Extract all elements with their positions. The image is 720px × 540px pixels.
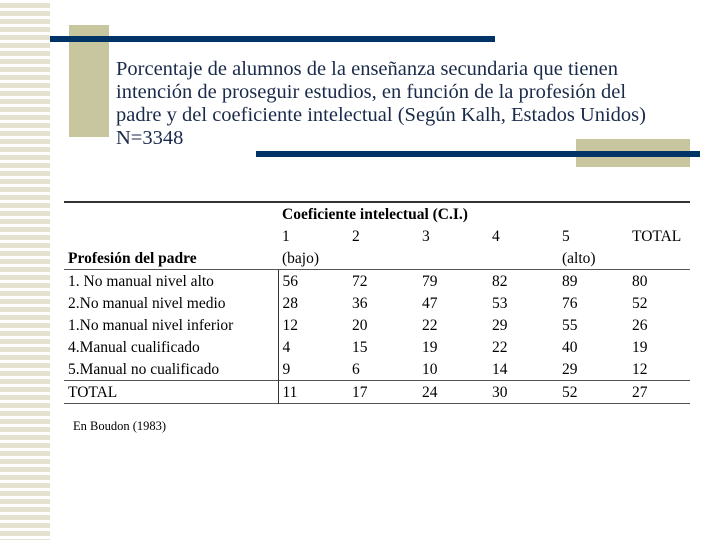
row-label: 5.Manual no cualificado <box>64 358 278 381</box>
row-label: 2.No manual nivel medio <box>64 292 278 314</box>
cell: 14 <box>492 361 508 378</box>
cell: 12 <box>282 317 298 334</box>
col-header: 2 <box>352 228 360 245</box>
cell: 80 <box>632 273 648 290</box>
col-sublabel: (alto) <box>558 247 628 270</box>
data-table <box>64 201 690 404</box>
cell: 40 <box>562 339 578 356</box>
cell: 27 <box>628 381 690 404</box>
cell: 53 <box>492 295 508 312</box>
cell: 4 <box>282 339 291 356</box>
group-header: Coeficiente intelectual (C.I.) <box>282 206 468 223</box>
row-label: 4.Manual cualificado <box>64 336 278 358</box>
decorative-bar-top <box>50 36 495 42</box>
col-header: 3 <box>422 228 430 245</box>
cell: 10 <box>422 361 438 378</box>
cell: 76 <box>562 295 578 312</box>
cell: 22 <box>492 339 508 356</box>
col-header: 4 <box>492 228 500 245</box>
col-header: TOTAL <box>632 228 682 245</box>
cell: 72 <box>352 273 368 290</box>
cell: 52 <box>558 381 628 404</box>
cell: 30 <box>488 381 558 404</box>
row-label: TOTAL <box>64 381 278 404</box>
table-row <box>64 314 690 336</box>
cell: 82 <box>492 273 508 290</box>
source-note: En Boudon (1983) <box>73 419 167 433</box>
cell: 20 <box>352 317 368 334</box>
cell: 36 <box>352 295 368 312</box>
row-header: Profesión del padre <box>64 247 278 270</box>
cell: 11 <box>278 381 348 404</box>
cell: 89 <box>562 273 578 290</box>
cell: 28 <box>282 295 298 312</box>
decorative-stripes <box>0 0 50 540</box>
cell: 52 <box>632 295 648 312</box>
col-sublabel: (bajo) <box>278 247 348 270</box>
row-label: 1.No manual nivel inferior <box>64 314 278 336</box>
total-row <box>64 381 690 404</box>
cell: 29 <box>492 317 508 334</box>
cell: 22 <box>422 317 438 334</box>
cell: 19 <box>422 339 438 356</box>
cell: 17 <box>348 381 418 404</box>
table-row <box>64 358 690 381</box>
cell: 15 <box>352 339 368 356</box>
col-header: 1 <box>282 228 290 245</box>
cell: 24 <box>418 381 488 404</box>
cell: 47 <box>422 295 438 312</box>
cell: 9 <box>282 361 291 378</box>
table-row <box>64 270 690 293</box>
table-row <box>64 292 690 314</box>
table-row <box>64 336 690 358</box>
cell: 29 <box>562 361 578 378</box>
decorative-bar-bottom <box>256 151 700 157</box>
cell: 79 <box>422 273 438 290</box>
row-label: 1. No manual nivel alto <box>64 270 278 293</box>
slide-title: Porcentaje de alumnos de la enseñanza secundaria que tienen intención de proseguir estudios, en función de la profesión del padre y del coeficiente intelectual (Según Kalh, Estados Unidos) N=3348 <box>116 58 646 149</box>
cell: 6 <box>352 361 360 378</box>
cell: 56 <box>282 273 298 290</box>
cell: 26 <box>632 317 648 334</box>
cell: 55 <box>562 317 578 334</box>
cell: 19 <box>632 339 648 356</box>
col-header: 5 <box>562 228 570 245</box>
cell: 12 <box>632 361 648 378</box>
